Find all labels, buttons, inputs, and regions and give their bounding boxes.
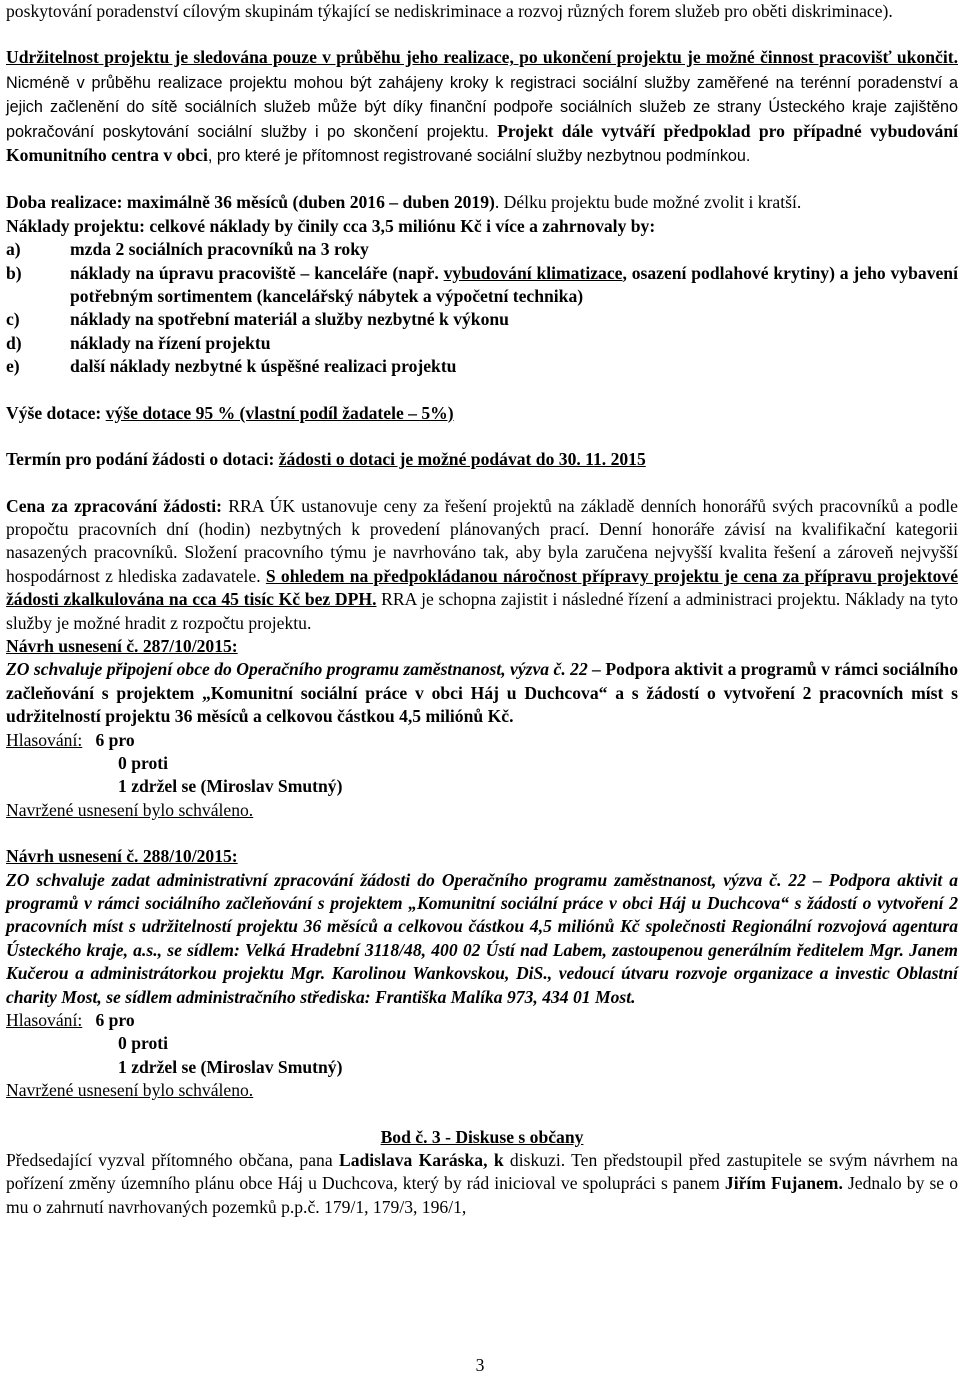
cost-text: , osazení podlahové krytiny) a jeho vybavení potřebným sortimentem (kancelářský nábytek a výpočetní technika) <box>70 262 958 307</box>
cost-item <box>6 355 958 378</box>
realization-tail: . Délku projektu bude možné zvolit i kratší. <box>494 192 802 213</box>
page-number: 3 <box>475 1355 485 1375</box>
resolution-287-italic: připojení obce do Operačního programu zaměstnanost, výzva č. 22 – <box>102 659 606 680</box>
cost-text: náklady na řízení projektu <box>70 332 271 353</box>
cost-text: další náklady nezbytné k úspěšné realizaci projektu <box>70 356 457 377</box>
cost-text: mzda 2 sociálních pracovníků na 3 roky <box>70 239 369 260</box>
resolution-288-heading: Návrh usnesení č. 288/10/2015: <box>6 846 238 867</box>
community-centre-text: Projekt dále vytváří předpoklad pro případné vybudování Komunitního centra v obci <box>6 120 958 166</box>
cost-item <box>6 238 958 261</box>
price-label: Cena za zpracování žádosti: <box>6 495 223 516</box>
price-text-1: RRA ÚK ustanovuje ceny za řešení projektů na základě denních honorářů svých pracovníků a podle propočtu pracovních dní (hodin) nezbytných k provedení plánovaných prací. Denní honoráře závisí na kvalifikační kategorii nasazených pracovníků. Složení pracovního týmu je navrhováno tak, aby byla zaručena nejvyšší kvalita řešení a zároveň nejvyšší hospodárnost z hlediska zadavatele. <box>6 495 958 586</box>
vote-against: 0 proti <box>118 1033 169 1054</box>
vote-against: 0 proti <box>118 752 169 773</box>
resolution-287-heading: Návrh usnesení č. 287/10/2015: <box>6 635 238 656</box>
vote-287 <box>6 729 958 799</box>
cost-marker: a) <box>6 239 21 260</box>
realization-period <box>6 191 958 214</box>
citizen-name: Jiřím Fujanem. <box>724 1173 843 1194</box>
costs-list <box>6 238 958 378</box>
resolution-288-text: ZO schvaluje zadat administrativní zpracování žádosti do Operačního programu zaměstnanost, výzva č. 22 – Podpora aktivit a programů v rámci sociálního začleňování s projektem „Komunitní sociální práce v obci Háj u Duchcova“ s žádostí o vytvoření 2 pracovních míst s udržitelností projektu 36 měsíců a celkovou částkou 4,5 miliónů Kč společnosti Regionální rozvojová agentura Ústeckého kraje, a.s., se sídlem: Velká Hradební 3118/48, 400 02 Ústí nad Labem, zastoupenou generálním ředitelem Mgr. Janem Kučerou a administrátorkou projektu Mgr. Karolinou Wankovskou, DiS., vedoucí útvaru rozvoje organizace a investic Oblastní charity Most, se sídlem administračního střediska: Františka Malíka 973, 434 01 Most. <box>6 869 958 1007</box>
cost-marker: c) <box>6 309 20 330</box>
subsidy-value: výše dotace 95 % (vlastní podíl žadatele – 5%) <box>105 402 454 423</box>
section-heading-bod3: Bod č. 3 - Diskuse s občany <box>380 1126 584 1147</box>
vote-label: Hlasování: <box>6 729 83 750</box>
cost-marker: b) <box>6 262 22 283</box>
vote-abstain: 1 zdržel se (Miroslav Smutný) <box>118 776 343 797</box>
intro-text-1: poskytování poradenství cílovým skupinám týkající se nediskriminace a rozvoj různých forem služeb pro oběti diskriminace). <box>6 1 893 21</box>
price-highlight: S ohledem na předpokládanou náročnost přípravy projektu je cena za přípravu projektové žádosti zkalkulována na cca 45 tisíc Kč bez DPH. <box>6 565 959 610</box>
sustainability-lead: Udržitelnost projektu je sledována pouze v průběhu jeho realizace, po ukončení projektu je možné činnost pracovišť ukončit. <box>6 47 958 68</box>
price-text-2: RRA je schopna zajistit i následné řízení a administraci projektu. Náklady na tyto služby je možné hradit z rozpočtu projektu. <box>6 589 958 633</box>
deadline-value: žádosti o dotaci je možné podávat do 30. 11. 2015 <box>278 449 646 470</box>
subsidy-amount <box>6 402 958 425</box>
sustainability-text: Nicméně v průběhu realizace projektu mohou být zahájeny kroky k registraci sociální služby zaměřené na terénní poradenství a jejich začlenění do sítě sociálních služeb může být díky finanční podpoře sociálních služeb ze strany Ústeckého kraje zajištěno pokračování poskytování sociální služby i po skončení projektu. <box>6 73 958 141</box>
cost-marker: e) <box>6 356 20 377</box>
cost-text-underlined: vybudování klimatizace <box>443 262 623 283</box>
resolution-287-zo: ZO schvaluje <box>6 659 103 680</box>
cost-item <box>6 332 958 355</box>
vote-for: 6 pro <box>95 1010 135 1031</box>
intro-paragraph-1 <box>6 0 958 23</box>
vote-abstain: 1 zdržel se (Miroslav Smutný) <box>118 1056 343 1077</box>
resolution-287-bold: Podpora aktivit a programů v rámci sociálního začleňování s projektem „Komunitní sociální práce v obci Háj u Duchcova“ a s žádostí o vytvoření 2 pracovních míst s udržitelností projektu 36 měsíců a celkovou částkou 4,5 miliónů Kč. <box>6 659 958 727</box>
resolution-287-result: Navržené usnesení bylo schváleno. <box>6 799 254 820</box>
subsidy-label: Výše dotace: <box>6 402 106 423</box>
cost-item <box>6 262 958 309</box>
cost-marker: d) <box>6 332 22 353</box>
sustainability-paragraph <box>6 46 958 168</box>
vote-for: 6 pro <box>95 729 135 750</box>
cost-text: náklady na spotřební materiál a služby nezbytné k výkonu <box>70 309 509 330</box>
resolution-287-text <box>6 658 958 728</box>
realization-bold: Doba realizace: maximálně 36 měsíců (duben 2016 – duben 2019) <box>6 192 495 213</box>
resolution-288-result: Navržené usnesení bylo schváleno. <box>6 1080 254 1101</box>
price-paragraph <box>6 495 958 635</box>
vote-label: Hlasování: <box>6 1010 83 1031</box>
discussion-paragraph: Předsedající vyzval přítomného občana, pana Ladislava Karáska, k diskuzi. Ten předstoupil před zastupitele se svým návrhem na pořízení změny územního plánu obce Háj u Duchcova, který by rád inicioval ve spolupráci s panem Jiřím Fujanem. Jednalo by se o mu o zahrnutí navrhovaných pozemků p.p.č. 179/1, 179/3, 196/1, <box>6 1150 959 1217</box>
page-content <box>6 0 958 1219</box>
sustainability-tail: , pro které je přítomnost registrované sociální služby nezbytnou podmínkou. <box>207 147 751 166</box>
deadline-label: Termín pro podání žádosti o dotaci: <box>6 449 279 470</box>
vote-288 <box>6 1009 958 1079</box>
citizen-name: Ladislava Karáska, <box>338 1150 488 1171</box>
cost-text: náklady na úpravu pracoviště – kanceláře (např. <box>70 262 444 283</box>
cost-item <box>6 308 958 331</box>
costs-heading: Náklady projektu: celkové náklady by činily cca 3,5 miliónu Kč i více a zahrnovaly by: <box>6 215 656 236</box>
application-deadline <box>6 448 958 471</box>
